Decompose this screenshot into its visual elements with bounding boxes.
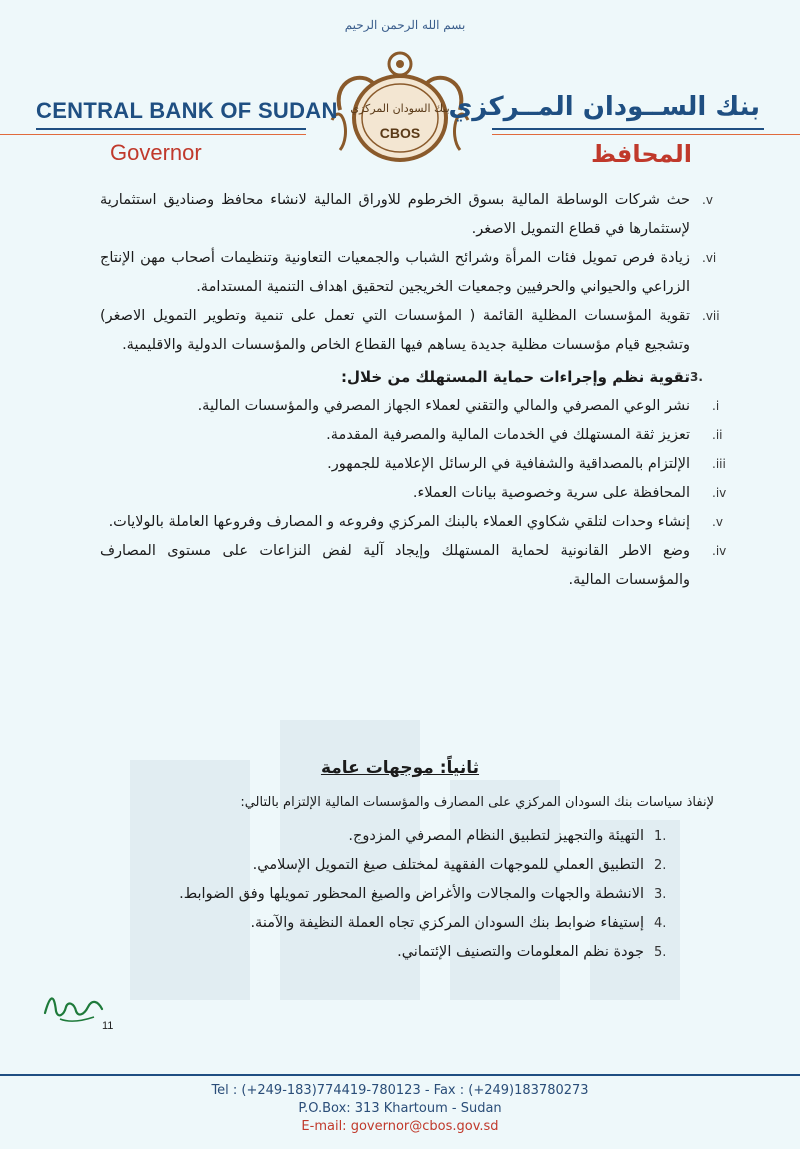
item-text: تعزيز ثقة المستهلك في الخدمات المالية والمصرفية المقدمة. [326, 427, 690, 443]
main-content [100, 186, 727, 595]
footer-phone: Tel : (+249-183)774419-780123 - Fax : (+249)183780273 [211, 1083, 589, 1098]
item-text: إنشاء وحدات لتلقي شكاوي العملاء بالبنك المركزي وفروعه و المصارف وفروعها العاملة بالولايات. [108, 514, 690, 530]
header-rule-left [36, 128, 306, 130]
title-governor-english: Governor [110, 140, 202, 165]
list-item [100, 450, 726, 479]
list-item [100, 186, 713, 244]
item-text: التهيئة والتجهيز لتطبيق النظام المصرفي المزدوج. [348, 828, 644, 844]
list-item [100, 244, 717, 302]
item-text: الإلتزام بالمصداقية والشفافية في الرسائل الإعلامية للجمهور. [327, 456, 690, 472]
list-item [100, 938, 667, 967]
section-number: 3. [690, 370, 703, 384]
item-number: .v [702, 193, 713, 207]
list-item [100, 508, 723, 537]
list-item [100, 302, 720, 360]
list-item [100, 851, 667, 880]
item-number: 3. [654, 887, 667, 902]
item-number: .iii [712, 457, 726, 471]
item-number: .i [712, 399, 720, 413]
item-number: .vii [702, 309, 720, 323]
sub-list [100, 392, 727, 595]
footer-rule [0, 1074, 800, 1076]
item-text: نشر الوعي المصرفي والمالي والتقني لعملاء الجهاز المصرفي والمؤسسات المالية. [197, 398, 690, 414]
basmala: بسم الله الرحمن الرحيم [344, 18, 466, 32]
item-text: الانشطة والجهات والمجالات والأغراض والصيغ المحظور تمويلها وفق الضوابط. [179, 886, 644, 902]
item-number: 2. [654, 858, 667, 873]
footer-email[interactable]: E-mail: governor@cbos.gov.sd [301, 1119, 499, 1134]
part-two-title [0, 758, 800, 778]
item-text: تقوية المؤسسات المظلية القائمة ( المؤسسات التي تعمل على تنمية وتطوير التمويل الاصغر) وتشجيع قيام مؤسسات مظلية جديدة يساهم فيها القطاع الخاص والمؤسسات الدولية والاقليمية. [100, 308, 690, 353]
logo-cbos-text: CBOS [379, 125, 421, 141]
bank-name-english: CENTRAL BANK OF SUDAN [36, 98, 338, 123]
item-number: 1. [654, 829, 667, 844]
list-item [100, 822, 667, 851]
header-rule-right [492, 128, 764, 130]
list-item [100, 537, 727, 595]
section-heading [100, 362, 703, 392]
item-text: المحافظة على سرية وخصوصية بيانات العملاء. [412, 485, 690, 501]
header-rule-left-accent [0, 134, 306, 135]
item-number: 4. [654, 916, 667, 931]
header-rule-right-accent [492, 134, 800, 135]
list-item [100, 909, 667, 938]
list-item [100, 421, 723, 450]
title-governor-arabic: المحافظ [590, 140, 692, 168]
item-number: .iv [712, 486, 727, 500]
part-two-intro: لإنفاذ سياسات بنك السودان المركزي على المصارف والمؤسسات المالية الإلتزام بالتالي: [240, 795, 714, 810]
item-text: حث شركات الوساطة المالية بسوق الخرطوم للاوراق المالية لانشاء محافظ وصناديق استثمارية لإستثمارها في قطاع التمويل الاصغر. [100, 192, 690, 237]
item-text: إستيفاء ضوابط بنك السودان المركزي تجاه العملة النظيفة والآمنة. [250, 915, 644, 931]
item-text: زيادة فرص تمويل فئات المرأة وشرائح الشباب والجمعيات التعاونية وتنظيمات أصحاب مهن الإنتاج الزراعي والحيواني والحرفيين وجمعيات الخريجين لتحقيق اهداف التنمية المستدامة. [100, 250, 690, 295]
bank-name-arabic: بنك الســودان المــركزي [448, 92, 760, 122]
item-text: وضع الاطر القانونية لحماية المستهلك وإيجاد آلية لفض النزاعات على مستوى المصارف والمؤسسات المالية. [100, 543, 690, 588]
list-item [100, 392, 720, 421]
list-item [100, 479, 727, 508]
handwritten-signature [40, 985, 110, 1025]
page-number: 11 [102, 1020, 114, 1032]
footer-address: P.O.Box: 313 Khartoum - Sudan [298, 1101, 502, 1116]
item-text: التطبيق العملي للموجهات الفقهية لمختلف صيغ التمويل الإسلامي. [252, 857, 644, 873]
ordered-list [100, 822, 667, 967]
list-item [100, 880, 667, 909]
item-number: 5. [654, 945, 667, 960]
part-two-title-text: ثانياً: موجهات عامة [320, 758, 480, 778]
item-number: .ii [712, 428, 723, 442]
logo-arabic-text: بنك السودان المركزي [350, 102, 450, 115]
item-number: .v [712, 515, 723, 529]
section-title: تقوية نظم وإجراءات حماية المستهلك من خلال: [341, 368, 690, 386]
item-number: .vi [702, 251, 717, 265]
item-text: جودة نظم المعلومات والتصنيف الإئتماني. [397, 944, 644, 960]
item-number: .iv [712, 544, 727, 558]
